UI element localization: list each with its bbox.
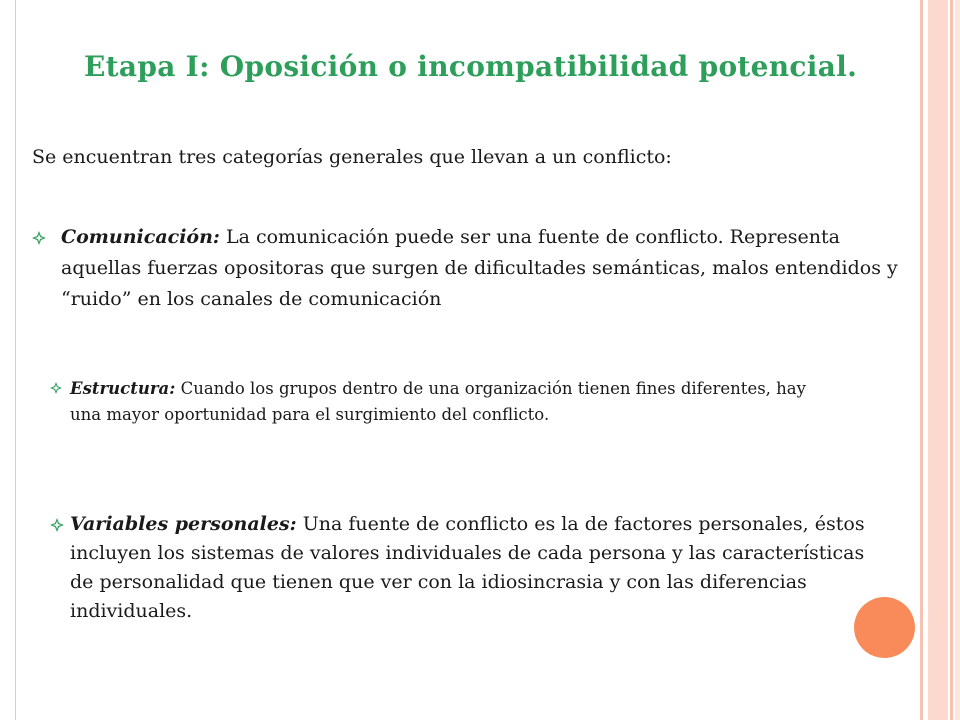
bullet-body: La comunicación puede ser una fuente de conflicto. Representa aquellas fuerzas opositoras que surgen de dificultades semánticas, malos entendidos y “ruido” en los canales de comunicación	[61, 226, 898, 310]
bullet-text	[61, 222, 911, 315]
diamond-bullet-icon	[50, 382, 62, 394]
stripe	[955, 0, 960, 720]
decorative-orange-circle	[854, 597, 915, 658]
bullet-text	[70, 376, 830, 428]
bullet-text	[70, 510, 870, 626]
stripe	[920, 0, 923, 720]
intro-text: Se encuentran tres categorías generales que llevan a un conflicto:	[32, 146, 672, 168]
bullet-body: Cuando los grupos dentro de una organización tienen fines diferentes, hay una mayor oportunidad para el surgimiento del conflicto.	[70, 379, 806, 424]
bullet-body: Una fuente de conflicto es la de factores personales, éstos incluyen los sistemas de valores individuales de cada persona y las características de personalidad que tienen que ver con la idiosincrasia y con las diferencias individuales.	[70, 513, 865, 622]
bullet-comunicacion	[32, 222, 912, 315]
stripe	[950, 0, 953, 720]
stripe	[928, 0, 948, 720]
bullet-term: Variables personales:	[70, 513, 297, 535]
decorative-stripes	[920, 0, 960, 720]
bullet-variables-personales	[50, 510, 870, 626]
bullet-term: Comunicación:	[61, 226, 220, 248]
diamond-bullet-icon	[32, 231, 46, 245]
bullet-estructura	[50, 376, 830, 428]
diamond-bullet-icon	[50, 518, 64, 532]
bullet-term: Estructura:	[70, 379, 176, 398]
left-border-line	[15, 0, 16, 720]
slide-title: Etapa I: Oposición o incompatibilidad potencial.	[84, 50, 858, 83]
